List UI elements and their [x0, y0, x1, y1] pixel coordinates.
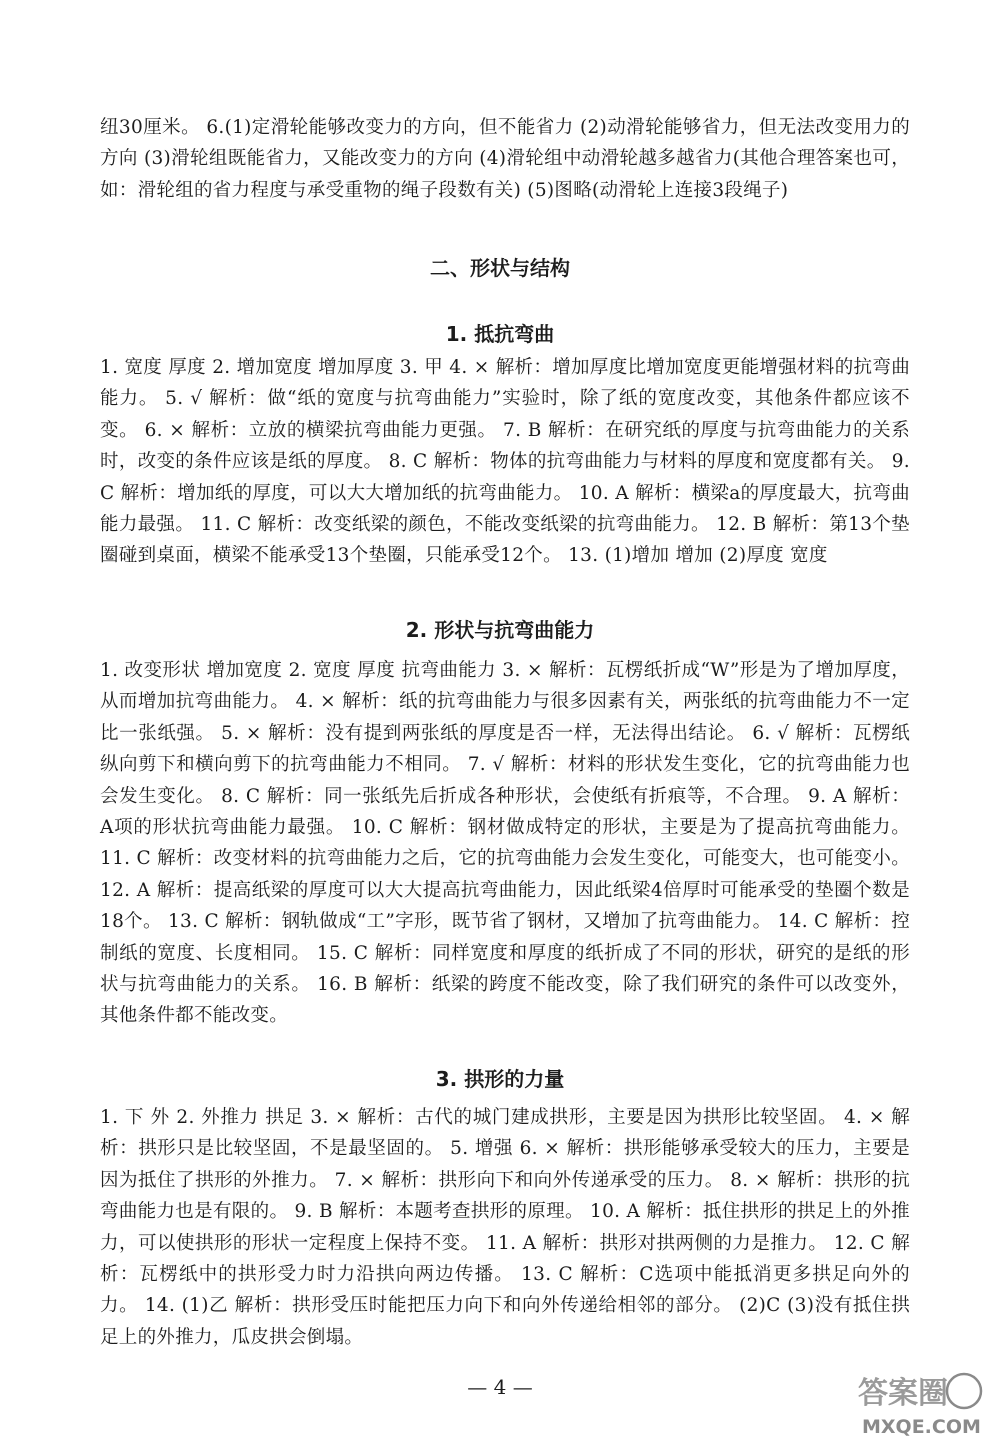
lesson-title-1: 1. 抵抗弯曲 — [445, 322, 555, 346]
watermark-url-text: MXQE.COM — [862, 1416, 981, 1438]
lesson-answers-1: 1. 宽度 厚度 2. 增加宽度 增加厚度 3. 甲 4. × 解析：增加厚度比增加宽度更能增强材料的抗弯曲能力。 5. √ 解析：做“纸的宽度与抗弯曲能力”实验时，除了纸的宽度改变，其他条件都应该不变。 6. × 解析：立放的横梁抗弯曲能力更强。 7. B 解析：在研究纸的厚度与抗弯曲能力的关系时，改变的条件应该是纸的厚度。 8. C 解析：物体的抗弯曲能力与材料的厚度和宽度都有关。 9. C 解析：增加纸的厚度，可以大大增加纸的抗弯曲能力。 10. A 解析：横梁a的厚度最大，抗弯曲能力最强。 11. C 解析：改变纸梁的颜色，不能改变纸梁的抗弯曲能力。 12. B 解析：第13个垫圈碰到桌面，横梁不能承受13个垫圈，只能承受12个。 13. (1)增加 增加 (2)厚度 宽度 — [100, 357, 910, 567]
continuation-paragraph: 纽30厘米。 6.(1)定滑轮能够改变力的方向，但不能省力 (2)动滑轮能够省力，但无法改变用力的方向 (3)滑轮组既能省力，又能改变力的方向 (4)滑轮组中动滑轮越多越省力(其他合理答案也可，如：滑轮组的省力程度与承受重物的绳子段数有关) (5)图略(动滑轮上连接3段绳子) — [100, 117, 910, 201]
section-title: 二、形状与结构 — [430, 256, 570, 280]
watermark-logo-text: 答案圈 — [858, 1376, 948, 1411]
lesson-answers-3: 1. 下 外 2. 外推力 拱足 3. × 解析：古代的城门建成拱形，主要是因为拱形比较坚固。 4. × 解析：拱形只是比较坚固，不是最坚固的。 5. 增强 6. × 解析：拱形能够承受较大的压力，主要是因为抵住了拱形的外推力。 7. × 解析：拱形向下和向外传递承受的压力。 8. × 解析：拱形的抗弯曲能力也是有限的。 9. B 解析：本题考查拱形的原理。 10. A 解析：抵住拱形的拱足上的外推力，可以使拱形的形状一定程度上保持不变。 11. A 解析：拱形对拱两侧的力是推力。 12. C 解析：瓦楞纸中的拱形受力时力沿拱向两边传播。 13. C 解析：C选项中能抵消更多拱足向外的力。 14. (1)乙 解析：拱形受压时能把压力向下和向外传递给相邻的部分。 (2)C (3)没有抵住拱足上的外推力，瓜皮拱会倒塌。 — [100, 1107, 910, 1348]
lesson-title-3: 3. 拱形的力量 — [435, 1067, 565, 1091]
page-number: — 4 — — [467, 1375, 533, 1399]
lesson-title-2: 2. 形状与抗弯曲能力 — [405, 618, 595, 642]
watermark-logo — [856, 1367, 986, 1439]
lesson-answers-2: 1. 改变形状 增加宽度 2. 宽度 厚度 抗弯曲能力 3. × 解析：瓦楞纸折成“W”形是为了增加厚度，从而增加抗弯曲能力。 4. × 解析：纸的抗弯曲能力与很多因素有关，两张纸的抗弯曲能力不一定比一张纸强。 5. × 解析：没有提到两张纸的厚度是否一样，无法得出结论。 6. √ 解析：瓦楞纸纵向剪下和横向剪下的抗弯曲能力不相同。 7. √ 解析：材料的形状发生变化，它的抗弯曲能力也会发生变化。 8. C 解析：同一张纸先后折成各种形状，会使纸有折痕等，不合理。 9. A 解析：A项的形状抗弯曲能力最强。 10. C 解析：钢材做成特定的形状，主要是为了提高抗弯曲能力。 11. C 解析：改变材料的抗弯曲能力之后，它的抗弯曲能力会发生变化，可能变大，也可能变小。 12. A 解析：提高纸梁的厚度可以大大提高抗弯曲能力，因此纸梁4倍厚时可能承受的垫圈个数是18个。 13. C 解析：钢轨做成“工”字形，既节省了钢材，又增加了抗弯曲能力。 14. C 解析：控制纸的宽度、长度相同。 15. C 解析：同样宽度和厚度的纸折成了不同的形状，研究的是纸的形状与抗弯曲能力的关系。 16. B 解析：纸梁的跨度不能改变，除了我们研究的条件可以改变外，其他条件都不能改变。 — [100, 660, 910, 1027]
